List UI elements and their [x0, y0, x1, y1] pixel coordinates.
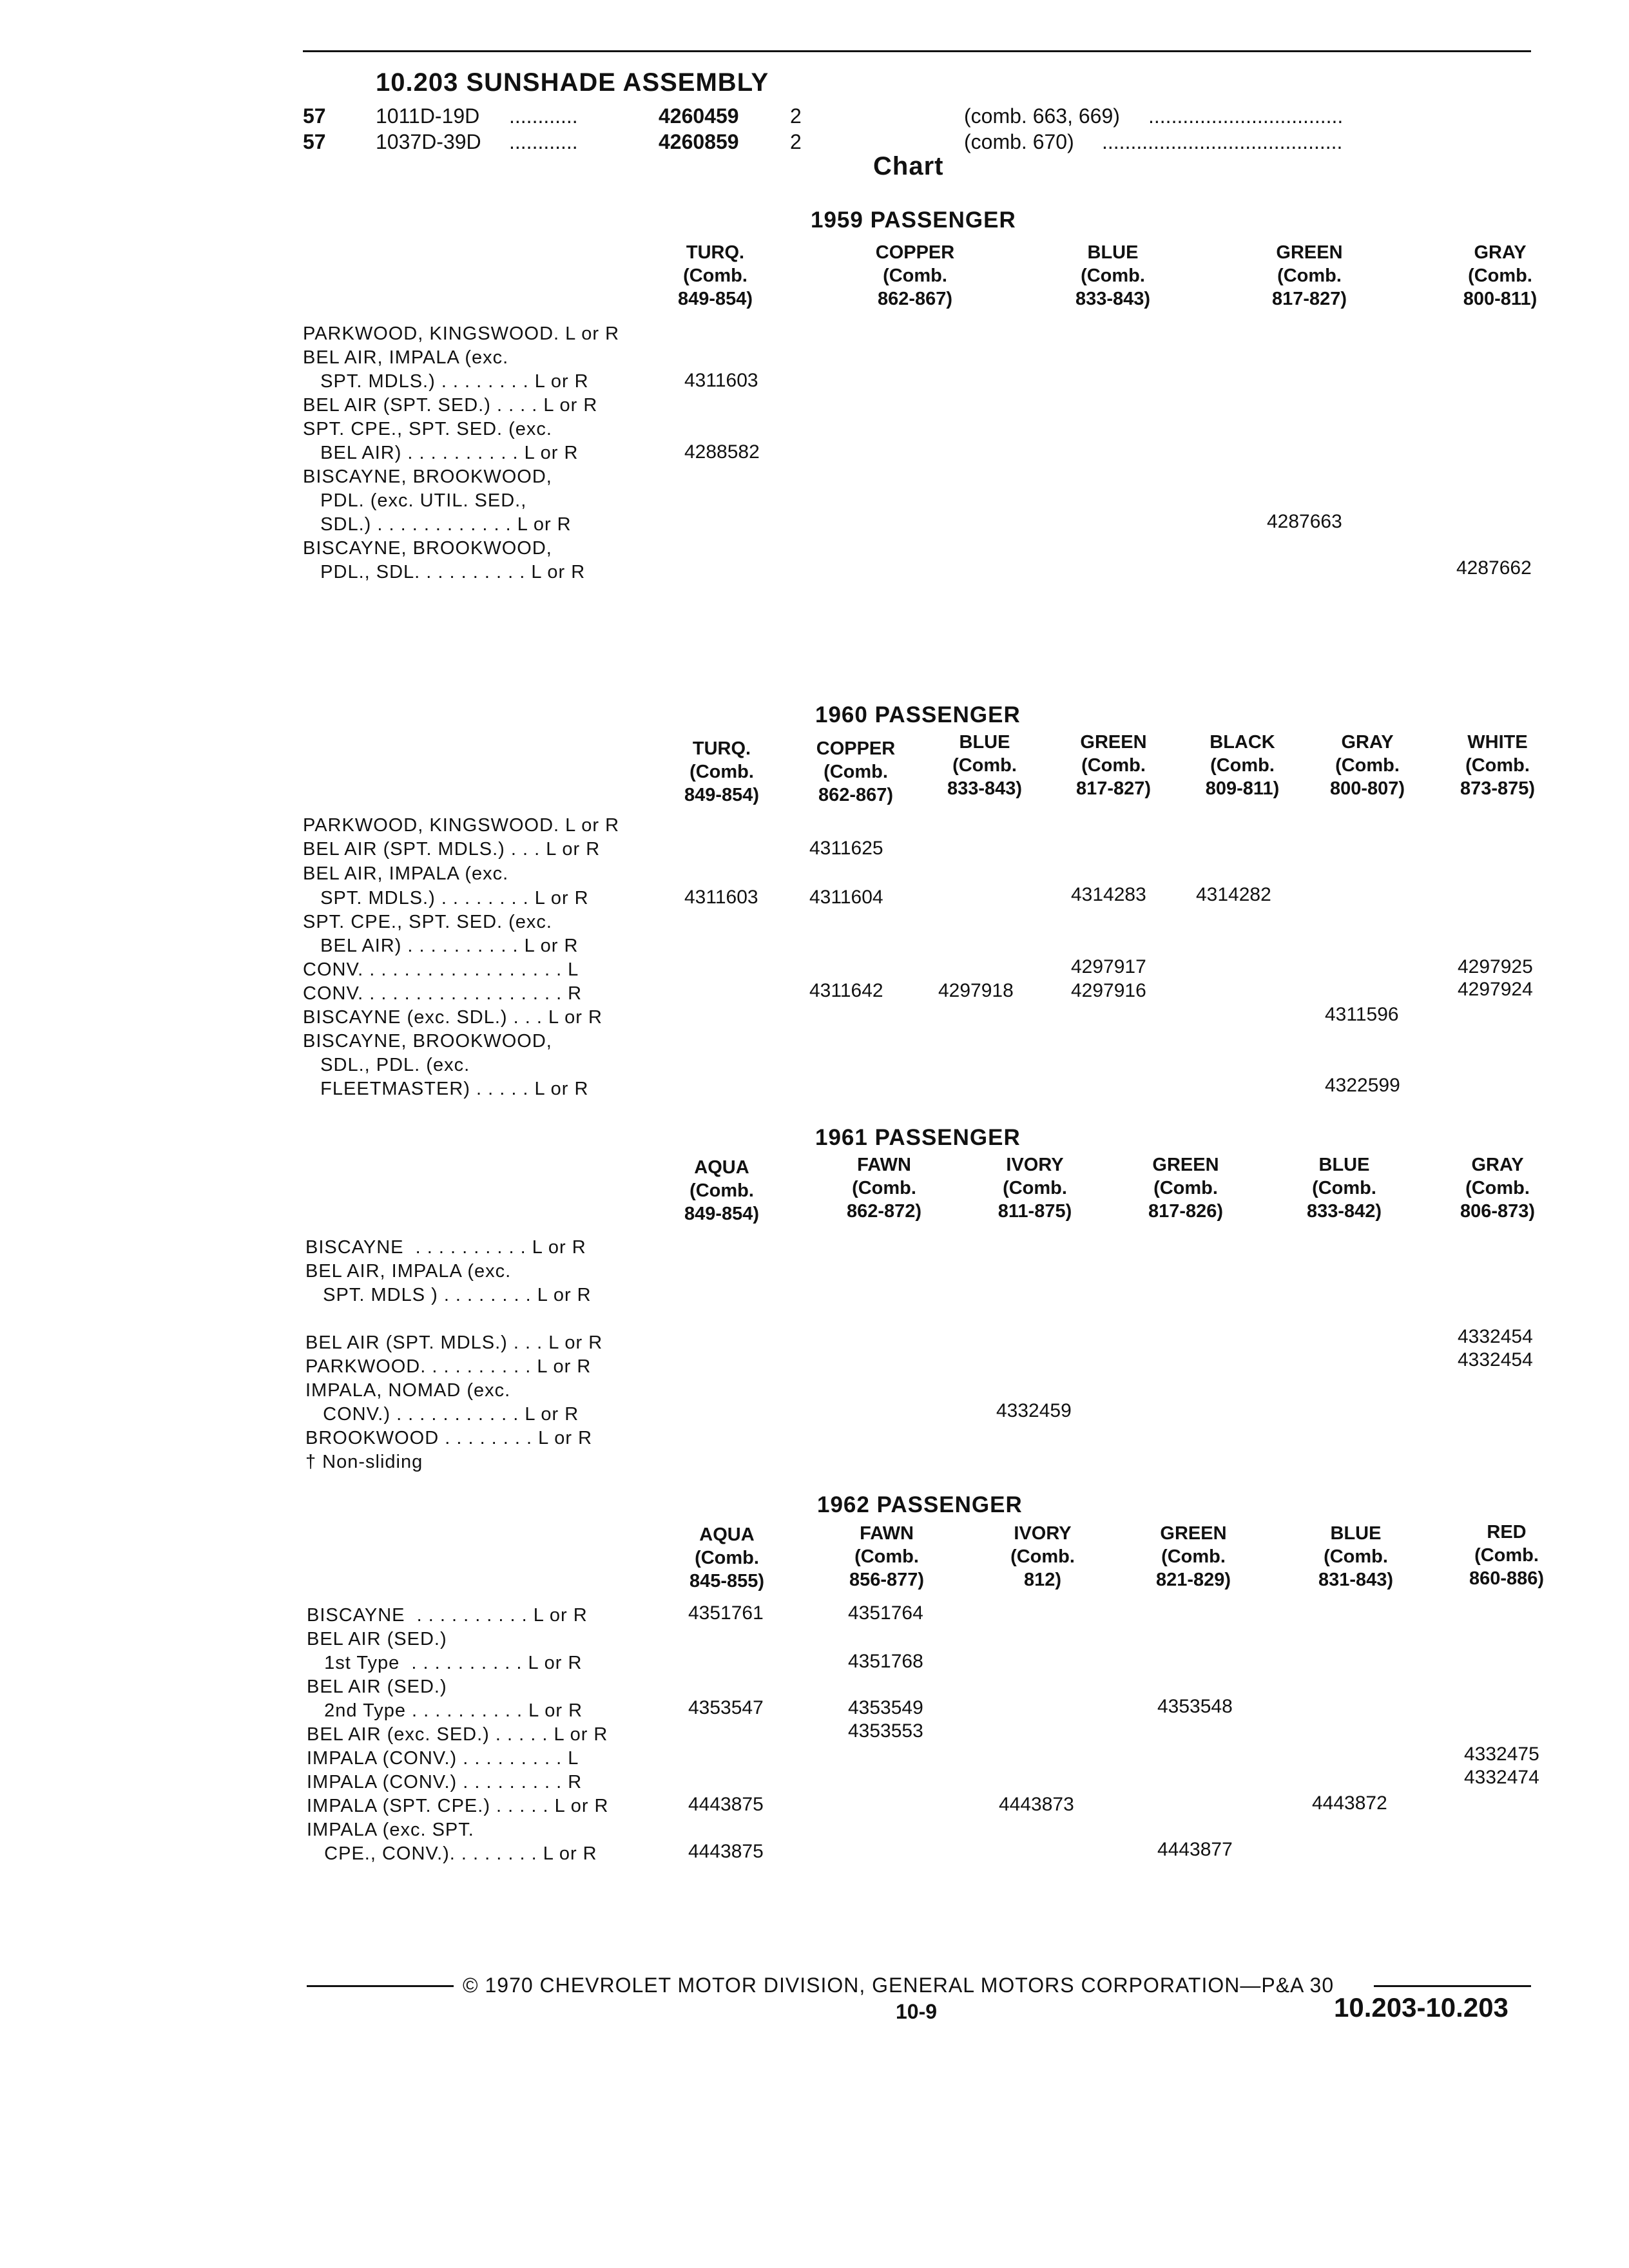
row-label: SDL.) . . . . . . . . . . . . L or R	[303, 514, 572, 535]
column-header	[1436, 1521, 1577, 1590]
color-name: GREEN	[1276, 242, 1343, 263]
row-label: BEL AIR (SPT. SED.) . . . . L or R	[303, 395, 598, 416]
comb-label: (Comb.	[1153, 1178, 1218, 1198]
column-header	[651, 1156, 793, 1225]
part-number: 4287663	[1267, 511, 1342, 532]
column-header	[1285, 1522, 1427, 1591]
row-label: BEL AIR, IMPALA (exc.	[303, 347, 509, 368]
comb-label: (Comb.	[1210, 755, 1275, 776]
part-number: 4351768	[848, 1651, 923, 1672]
section-title: 1962 PASSENGER	[817, 1492, 1023, 1517]
color-name: GRAY	[1474, 242, 1527, 263]
row-label: BEL AIR) . . . . . . . . . . L or R	[303, 936, 579, 956]
part-number: 4332474	[1464, 1767, 1539, 1788]
comb-label: (Comb.	[1161, 1546, 1226, 1567]
part-number: 4311604	[809, 887, 883, 908]
page-number: 10-9	[896, 2000, 938, 2023]
part-number: 4297916	[1071, 980, 1146, 1001]
comb-label: (Comb.	[824, 762, 888, 782]
year: 57	[303, 104, 326, 128]
row-label: 1st Type . . . . . . . . . . L or R	[307, 1653, 583, 1673]
part-number: 4297918	[938, 980, 1014, 1001]
comb-range: 811-875)	[998, 1201, 1072, 1222]
comb-range: 873-875)	[1460, 778, 1536, 799]
column-header	[785, 737, 927, 807]
part-number: 4353549	[848, 1697, 923, 1718]
comb-label: (Comb.	[1277, 265, 1342, 286]
comb-label: (Comb.	[1010, 1546, 1075, 1567]
section-title: 1960 PASSENGER	[815, 702, 1021, 727]
color-name: IVORY	[1014, 1523, 1072, 1544]
part-number: 4260859	[659, 130, 739, 153]
row-label: SPT. MDLS.) . . . . . . . . L or R	[303, 371, 589, 392]
part-number: 4311625	[809, 838, 883, 859]
comb-range: 862-867)	[818, 785, 894, 805]
part-number: 4443872	[1312, 1792, 1387, 1814]
color-name: TURQ.	[692, 738, 751, 759]
column-header	[651, 737, 793, 807]
row-label: 2nd Type . . . . . . . . . . L or R	[307, 1700, 583, 1721]
color-name: COPPER	[875, 242, 955, 263]
color-name: GREEN	[1080, 732, 1147, 753]
row-label: BEL AIR (SED.)	[307, 1677, 447, 1697]
row-label: CONV. . . . . . . . . . . . . . . . . . R	[303, 983, 583, 1004]
column-header	[844, 241, 986, 311]
description: (comb. 663, 669)	[964, 104, 1120, 128]
comb-range: 806-873)	[1460, 1201, 1536, 1222]
color-name: BLUE	[1087, 242, 1139, 263]
part-number: 4297917	[1071, 956, 1146, 977]
comb-range: 862-872)	[846, 1201, 922, 1222]
part-number: 4443875	[688, 1841, 764, 1862]
part-number: 4297924	[1458, 979, 1533, 1000]
section-reference: 10.203-10.203	[1334, 1992, 1509, 2023]
row-label: FLEETMASTER) . . . . . L or R	[303, 1079, 589, 1099]
column-header	[914, 731, 1055, 800]
model-code: 1011D-19D	[376, 104, 480, 128]
part-number: 4311642	[809, 980, 883, 1001]
color-name: AQUA	[699, 1524, 755, 1545]
row-label: BROOKWOOD . . . . . . . . L or R	[305, 1428, 593, 1448]
row-label: BEL AIR (SED.)	[307, 1629, 447, 1649]
comb-range: 817-827)	[1271, 289, 1347, 309]
comb-label: (Comb.	[683, 265, 747, 286]
color-name: TURQ.	[686, 242, 745, 263]
column-header	[1239, 241, 1380, 311]
column-header	[1123, 1522, 1264, 1591]
comb-range: 821-829)	[1155, 1570, 1231, 1590]
comb-label: (Comb.	[883, 265, 947, 286]
color-name: FAWN	[860, 1523, 914, 1544]
comb-range: 862-867)	[877, 289, 953, 309]
top-rule	[303, 50, 1531, 52]
comb-label: (Comb.	[1003, 1178, 1067, 1198]
row-label: SPT. CPE., SPT. SED. (exc.	[303, 912, 552, 932]
row-label: BEL AIR, IMPALA (exc.	[303, 863, 509, 884]
row-label: BISCAYNE, BROOKWOOD,	[303, 466, 552, 487]
comb-label: (Comb.	[1465, 1178, 1530, 1198]
comb-label: (Comb.	[1312, 1178, 1376, 1198]
row-label: PDL., SDL. . . . . . . . . . L or R	[303, 562, 586, 582]
part-number: 4311596	[1325, 1004, 1399, 1025]
comb-label: (Comb.	[1465, 755, 1530, 776]
comb-range: 856-877)	[849, 1570, 925, 1590]
footnote-non-sliding: † Non-sliding	[305, 1452, 423, 1472]
leader-dots: ............	[509, 130, 578, 153]
part-number: 4353547	[688, 1697, 764, 1718]
comb-range: 833-843)	[1075, 289, 1151, 309]
color-name: COPPER	[816, 738, 896, 759]
comb-range: 833-842)	[1306, 1201, 1382, 1222]
part-number: 4353553	[848, 1720, 923, 1742]
part-number: 4288582	[684, 441, 760, 463]
color-name: GRAY	[1471, 1155, 1524, 1175]
comb-label: (Comb.	[854, 1546, 919, 1567]
comb-range: 831-843)	[1318, 1570, 1394, 1590]
comb-label: (Comb.	[695, 1548, 759, 1568]
comb-range: 849-854)	[677, 289, 753, 309]
section-title: 1961 PASSENGER	[815, 1125, 1021, 1150]
part-number: 4322599	[1325, 1075, 1400, 1096]
comb-label: (Comb.	[1324, 1546, 1388, 1567]
part-number: 4332475	[1464, 1744, 1539, 1765]
column-header	[1115, 1153, 1257, 1223]
comb-range: 800-807)	[1329, 778, 1405, 799]
row-label: BISCAYNE . . . . . . . . . . L or R	[305, 1237, 586, 1258]
comb-label: (Comb.	[1081, 755, 1146, 776]
row-label: BEL AIR) . . . . . . . . . . L or R	[303, 443, 579, 463]
column-header	[1427, 1153, 1568, 1223]
row-label: IMPALA (CONV.) . . . . . . . . . L	[307, 1748, 579, 1769]
row-label: BISCAYNE, BROOKWOOD,	[303, 1031, 552, 1052]
leader-dots: ............	[509, 104, 578, 128]
column-header	[964, 1153, 1106, 1223]
part-number: 4332454	[1458, 1326, 1533, 1347]
column-header	[1042, 241, 1184, 311]
color-name: BLUE	[959, 732, 1010, 753]
row-label: SPT. MDLS ) . . . . . . . . L or R	[305, 1285, 592, 1305]
comb-range: 809-811)	[1205, 778, 1280, 799]
part-number: 4443875	[688, 1794, 764, 1815]
page-title: 10.203 SUNSHADE ASSEMBLY	[376, 68, 769, 97]
column-header	[816, 1522, 958, 1591]
part-number: 4351764	[848, 1602, 923, 1624]
comb-label: (Comb.	[689, 762, 754, 782]
part-number: 4332454	[1458, 1349, 1533, 1370]
row-label: IMPALA, NOMAD (exc.	[305, 1380, 511, 1401]
row-label: CPE., CONV.). . . . . . . . L or R	[307, 1843, 597, 1864]
comb-range: 849-854)	[684, 1204, 760, 1224]
comb-range: 845-855)	[689, 1571, 765, 1591]
column-header	[1427, 731, 1568, 800]
column-header	[1273, 1153, 1415, 1223]
column-header	[1171, 731, 1313, 800]
row-label: PARKWOOD, KINGSWOOD. L or R	[303, 323, 620, 344]
color-name: FAWN	[857, 1155, 911, 1175]
footer-rule-left	[307, 1985, 454, 1987]
copyright: © 1970 CHEVROLET MOTOR DIVISION, GENERAL MOTORS CORPORATION—P&A 30	[463, 1974, 1335, 1997]
comb-label: (Comb.	[952, 755, 1017, 776]
row-label: BEL AIR (exc. SED.) . . . . . L or R	[307, 1724, 608, 1745]
row-label: BEL AIR, IMPALA (exc.	[305, 1261, 512, 1282]
color-name: GREEN	[1152, 1155, 1219, 1175]
comb-range: 833-843)	[947, 778, 1023, 799]
comb-range: 800-811)	[1463, 289, 1537, 309]
part-number: 4332459	[996, 1400, 1072, 1421]
comb-range: 817-826)	[1148, 1201, 1224, 1222]
row-label: CONV.) . . . . . . . . . . . L or R	[305, 1404, 579, 1425]
part-number: 4443877	[1157, 1839, 1233, 1860]
row-label: BEL AIR (SPT. MDLS.) . . . L or R	[303, 839, 601, 860]
comb-label: (Comb.	[1335, 755, 1400, 776]
part-number: 4314282	[1196, 884, 1271, 905]
column-header	[1296, 731, 1438, 800]
model-code: 1037D-39D	[376, 130, 481, 153]
comb-label: (Comb.	[689, 1180, 754, 1201]
comb-range: 849-854)	[684, 785, 760, 805]
comb-label: (Comb.	[852, 1178, 916, 1198]
color-name: RED	[1487, 1522, 1527, 1542]
comb-label: (Comb.	[1474, 1545, 1539, 1566]
row-label: BEL AIR (SPT. MDLS.) . . . L or R	[305, 1332, 603, 1353]
comb-range: 812)	[1023, 1570, 1062, 1590]
row-label: PDL. (exc. UTIL. SED.,	[303, 490, 527, 511]
row-label: PARKWOOD. . . . . . . . . . L or R	[305, 1356, 592, 1377]
part-number: 4297925	[1458, 956, 1533, 977]
part-number: 4351761	[688, 1602, 764, 1624]
part-number: 4353548	[1157, 1696, 1233, 1717]
color-name: BLACK	[1210, 732, 1275, 753]
color-name: WHITE	[1467, 732, 1528, 753]
row-label: BISCAYNE . . . . . . . . . . L or R	[307, 1605, 588, 1626]
color-name: BLUE	[1330, 1523, 1382, 1544]
comb-label: (Comb.	[1468, 265, 1532, 286]
description: (comb. 670)	[964, 130, 1074, 153]
row-label: CONV. . . . . . . . . . . . . . . . . . L	[303, 959, 579, 980]
section-title: 1959 PASSENGER	[811, 207, 1016, 233]
row-label: SPT. MDLS.) . . . . . . . . L or R	[303, 888, 589, 908]
row-label: SDL., PDL. (exc.	[303, 1055, 470, 1075]
leader-dots: ..................................	[1148, 104, 1344, 128]
column-header	[813, 1153, 955, 1223]
year: 57	[303, 130, 326, 153]
part-number: 4287662	[1456, 557, 1532, 579]
row-label: IMPALA (SPT. CPE.) . . . . . L or R	[307, 1796, 609, 1816]
row-label: BISCAYNE (exc. SDL.) . . . L or R	[303, 1007, 602, 1028]
comb-range: 817-827)	[1075, 778, 1152, 799]
quantity: 2	[790, 104, 802, 128]
column-header	[1043, 731, 1184, 800]
color-name: IVORY	[1006, 1155, 1064, 1175]
leader-dots: ..........................................	[1102, 130, 1343, 153]
comb-label: (Comb.	[1081, 265, 1145, 286]
footer-rule-right	[1374, 1985, 1531, 1987]
part-number: 4311603	[684, 887, 758, 908]
column-header	[1429, 241, 1571, 311]
column-header	[972, 1522, 1113, 1591]
part-number: 4314283	[1071, 884, 1146, 905]
row-label: IMPALA (CONV.) . . . . . . . . . R	[307, 1772, 583, 1792]
color-name: GRAY	[1341, 732, 1394, 753]
comb-range: 860-886)	[1469, 1568, 1545, 1589]
chart-label: Chart	[873, 152, 944, 180]
column-header	[644, 241, 786, 311]
row-label: IMPALA (exc. SPT.	[307, 1820, 474, 1840]
row-label: SPT. CPE., SPT. SED. (exc.	[303, 419, 552, 439]
part-number: 4311603	[684, 370, 758, 391]
color-name: GREEN	[1160, 1523, 1227, 1544]
color-name: AQUA	[694, 1157, 749, 1178]
part-number: 4260459	[659, 104, 739, 128]
quantity: 2	[790, 130, 802, 153]
row-label: PARKWOOD, KINGSWOOD. L or R	[303, 815, 620, 836]
color-name: BLUE	[1318, 1155, 1370, 1175]
column-header	[656, 1523, 798, 1593]
part-number: 4443873	[999, 1794, 1074, 1815]
row-label: BISCAYNE, BROOKWOOD,	[303, 538, 552, 559]
